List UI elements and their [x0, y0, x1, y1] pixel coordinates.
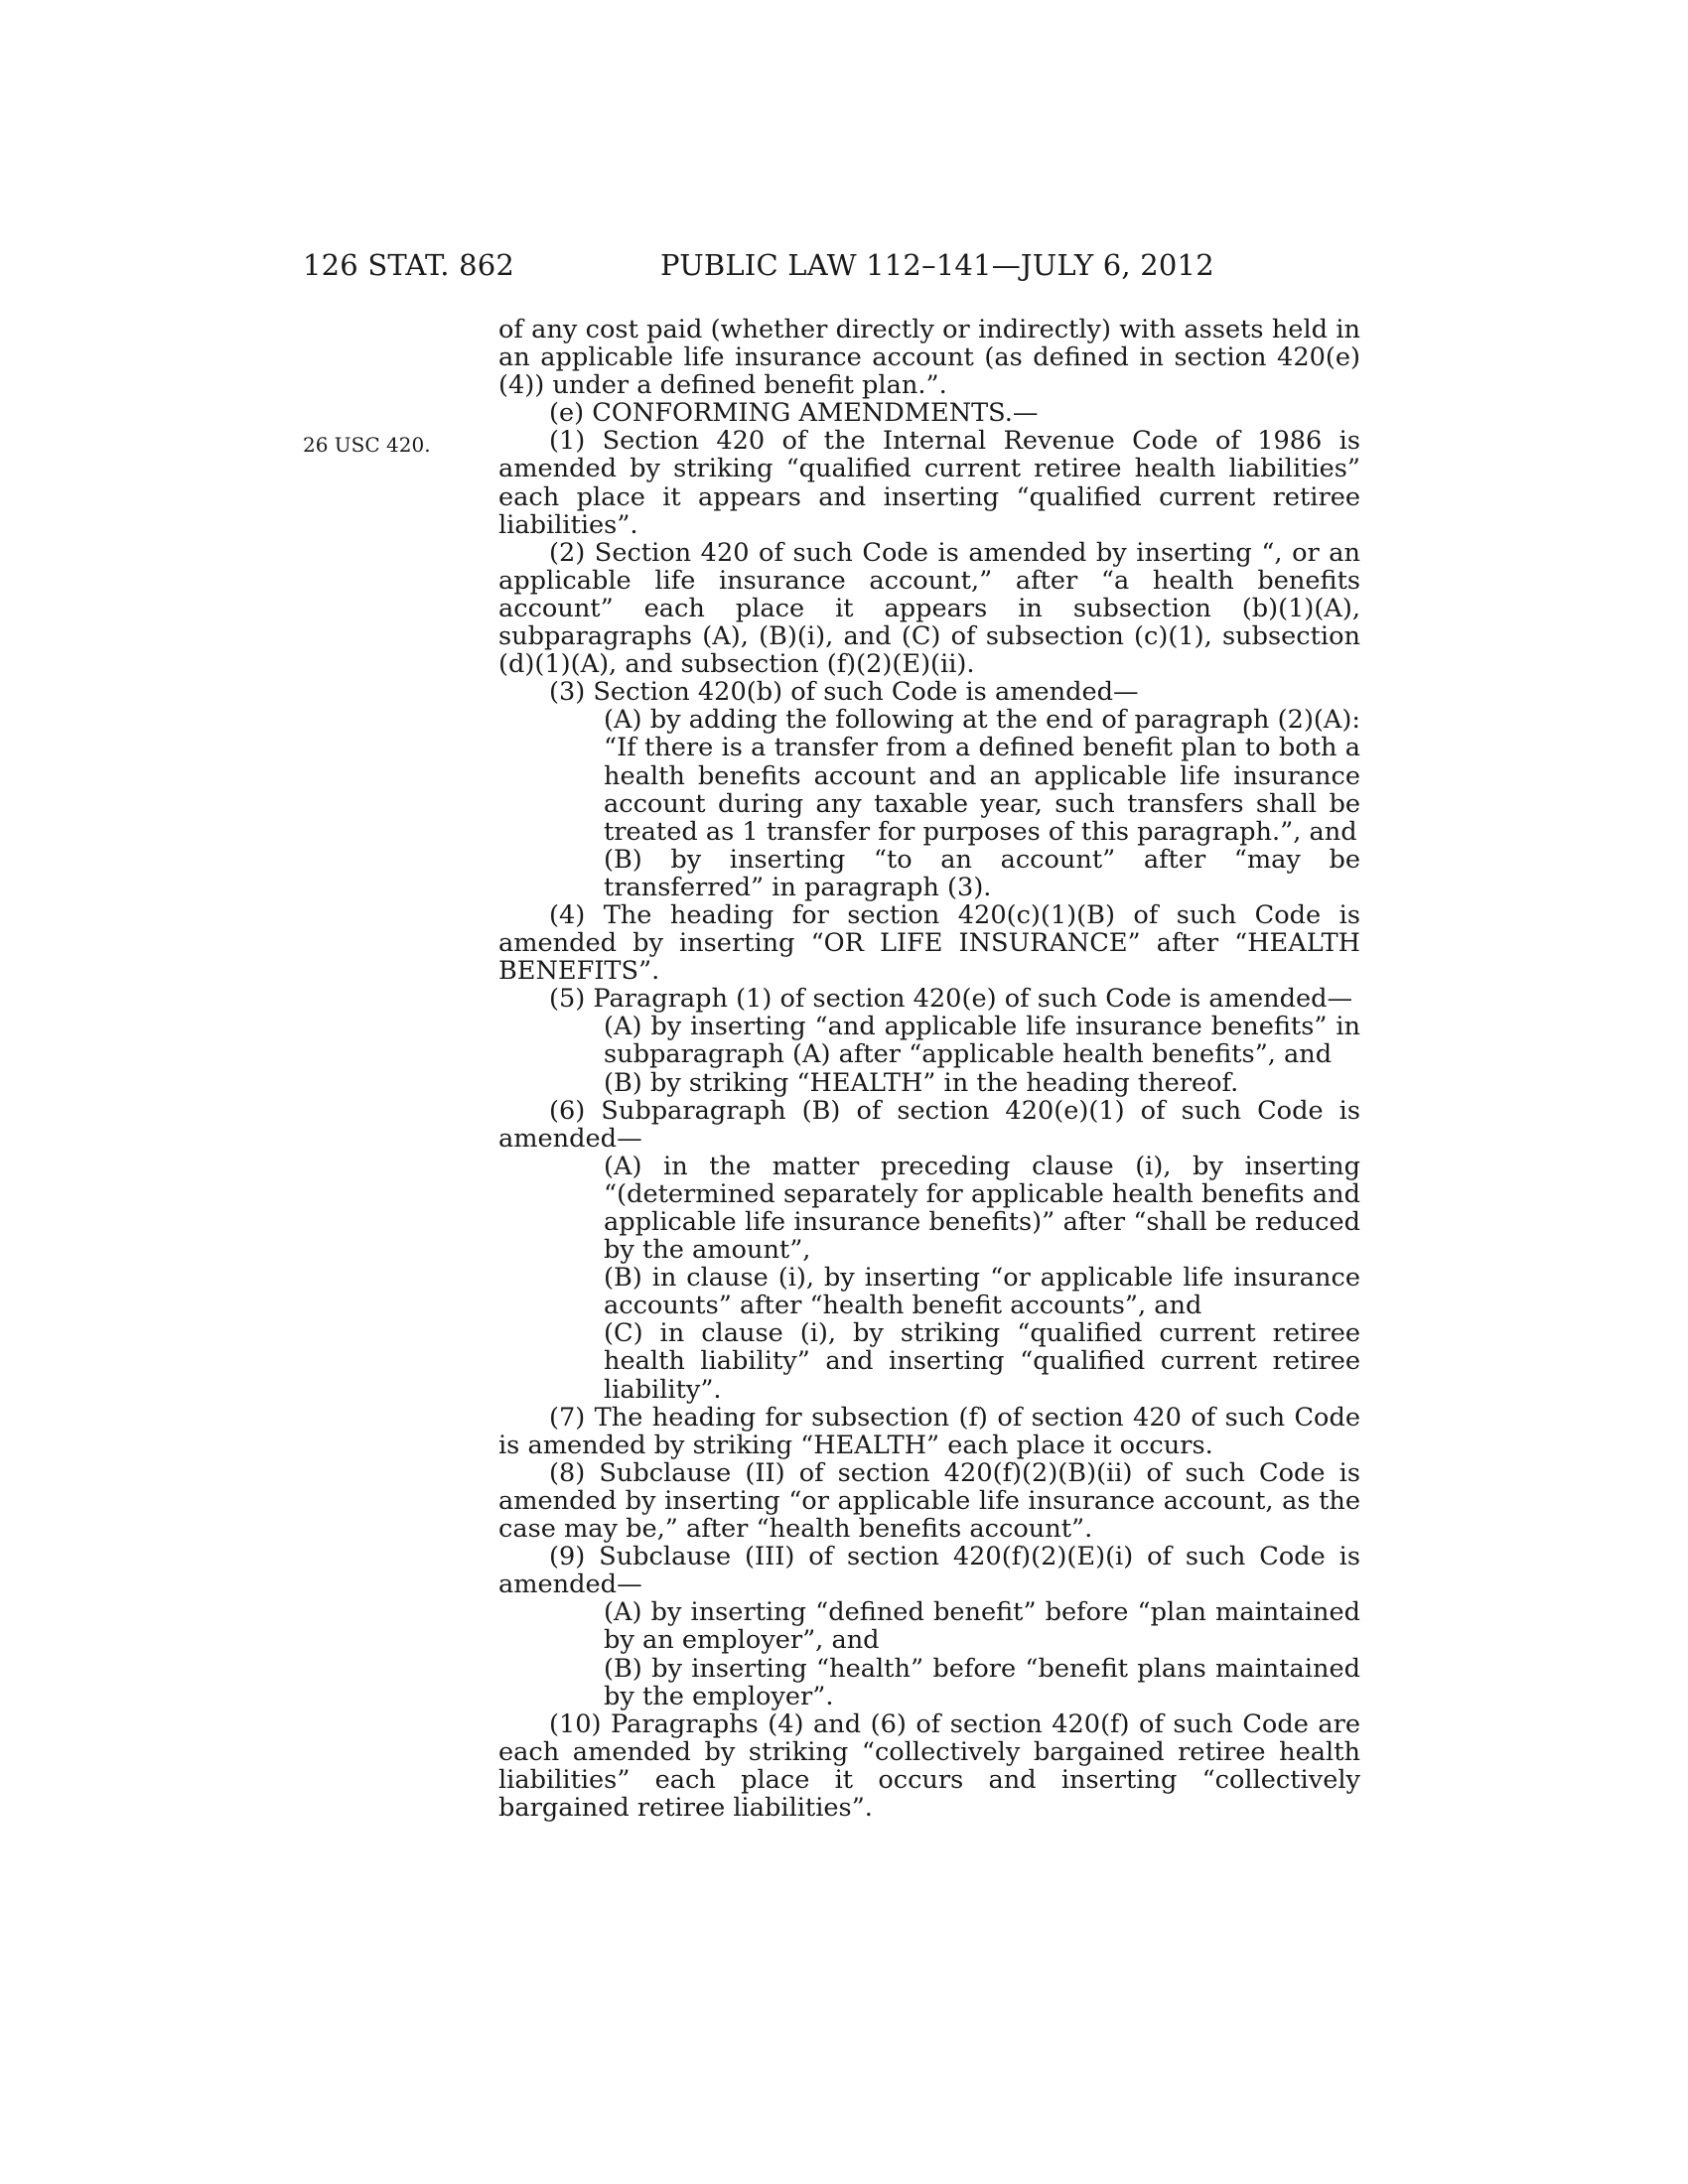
subparagraph: (A) by inserting “defined benefit” before “plan maintained by an employer”, and [604, 1597, 1360, 1656]
paragraph: (1) Section 420 of the Internal Revenue Code of 1986 is amended by striking “qualified current retiree health liabilities” each place it appears and inserting “qualified current retiree liabilities”. [498, 426, 1360, 540]
stat-page-number: 126 STAT. 862 [303, 248, 515, 282]
subparagraph: (B) by inserting “to an account” after “may be transferred” in paragraph (3). [604, 844, 1360, 902]
paragraph: (5) Paragraph (1) of section 420(e) of such Code is amended— [549, 984, 1353, 1015]
running-header-title: PUBLIC LAW 112–141—JULY 6, 2012 [660, 248, 1214, 282]
subparagraph: (B) in clause (i), by inserting “or applicable life insurance accounts” after “health benefit accounts”, and [604, 1263, 1360, 1321]
subparagraph-group [498, 706, 1360, 901]
paragraph-continuation: of any cost paid (whether directly or indirectly) with assets held in an applicable life insurance account (as defined in section 420(e)(4)) under a defined benefit plan.”. [498, 315, 1360, 401]
subparagraph-group [498, 1598, 1360, 1709]
subparagraph-group [498, 1013, 1360, 1096]
paragraph: (4) The heading for section 420(c)(1)(B) of such Code is amended by inserting “OR LIFE INSURANCE” after “HEALTH BENEFITS”. [498, 899, 1360, 987]
paragraph: (3) Section 420(b) of such Code is amended— [549, 677, 1139, 708]
subparagraph: (A) by adding the following at the end of paragraph (2)(A): “If there is a transfer from a defined benefit plan to both a health benefits account and an applicable life insurance account during any taxable year, such transfers shall be treated as 1 transfer for purposes of this paragraph.”, and [604, 705, 1360, 847]
subparagraph: (A) in the matter preceding clause (i), by inserting “(determined separately for applicable health benefits and applicable life insurance benefits)” after “shall be reduced by the amount”, [604, 1151, 1360, 1266]
subparagraph: (C) in clause (i), by striking “qualified current retiree health liability” and inserting “qualified current retiree liability”. [604, 1318, 1360, 1405]
paragraph: (2) Section 420 of such Code is amended by inserting “, or an applicable life insurance account,” after “a health benefits account” each place it appears in subsection (b)(1)(A), subparagraphs (A), (B)(i), and (C) of subsection (c)(1), subsection (d)(1)(A), and subsection (f)(2)(E)(ii). [498, 537, 1360, 680]
subparagraph-group [498, 1153, 1360, 1404]
paragraph: (6) Subparagraph (B) of section 420(e)(1) of such Code is amended— [498, 1095, 1360, 1154]
subsection-heading: (e) CONFORMING AMENDMENTS.— [549, 398, 1039, 429]
subparagraph: (A) by inserting “and applicable life insurance benefits” in subparagraph (A) after “applicable health benefits”, and [604, 1012, 1360, 1070]
subparagraph: (B) by striking “HEALTH” in the heading thereof. [604, 1067, 1239, 1098]
paragraph: (8) Subclause (II) of section 420(f)(2)(B)(ii) of such Code is amended by inserting “or applicable life insurance account, as the case may be,” after “health benefits account”. [498, 1457, 1360, 1545]
subparagraph: (B) by inserting “health” before “benefit plans maintained by the employer”. [604, 1653, 1360, 1711]
statute-body [498, 316, 1360, 1822]
paragraph: (9) Subclause (III) of section 420(f)(2)(E)(i) of such Code is amended— [498, 1542, 1360, 1600]
paragraph: (10) Paragraphs (4) and (6) of section 420(f) of such Code are each amended by striking “collectively bargained retiree health liabilities” each place it occurs and inserting “collectively bargained retiree liabilities”. [498, 1708, 1360, 1823]
margin-citation: 26 USC 420. [303, 433, 431, 457]
paragraph: (7) The heading for subsection (f) of section 420 of such Code is amended by striking “HEALTH” each place it occurs. [498, 1402, 1360, 1460]
